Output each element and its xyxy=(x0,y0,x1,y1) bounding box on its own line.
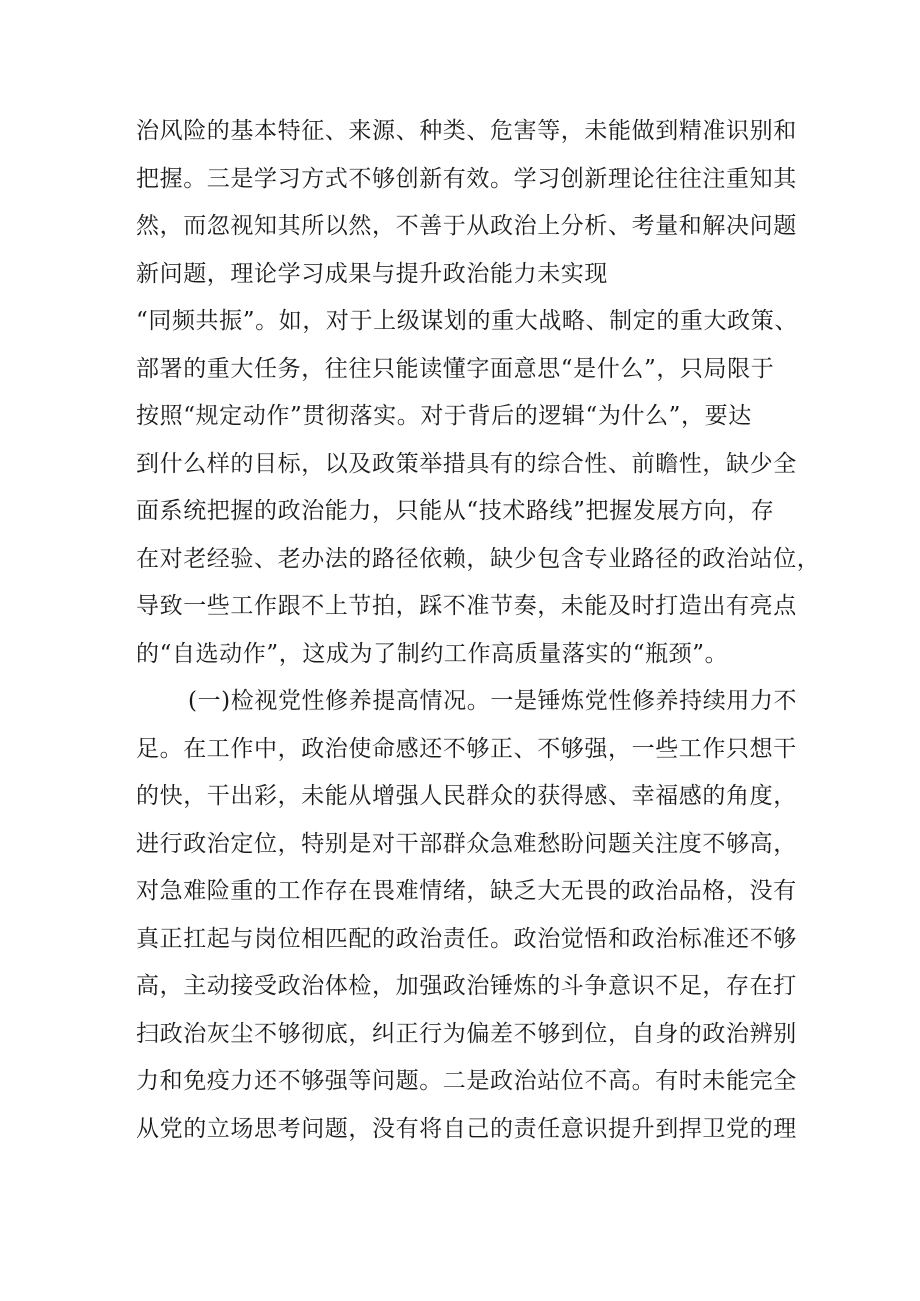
body-text xyxy=(136,108,821,1153)
text-line: 真正扛起与岗位相匹配的政治责任。政治觉悟和政治标准还不够 xyxy=(136,925,797,952)
text-line: 治风险的基本特征、来源、种类、危害等，未能做到精准识别和 xyxy=(136,118,797,144)
text-line: 面系统把握的政治能力，只能从“技术路线”把握发展方向，存 xyxy=(136,498,775,524)
text-line: 从党的立场思考问题，没有将自己的责任意识提升到捍卫党的理 xyxy=(136,1115,797,1142)
text-line: 高，主动接受政治体检，加强政治锤炼的斗争意识不足，存在打 xyxy=(136,973,797,999)
text-line: 按照“规定动作”贯彻落实。对于背后的逻辑“为什么”，要达 xyxy=(136,403,752,429)
text-line: 对急难险重的工作存在畏难情绪，缺乏大无畏的政治品格，没有 xyxy=(136,878,797,904)
text-line: 导致一些工作跟不上节拍，踩不准节奏，未能及时打造出有亮点 xyxy=(136,593,797,619)
text-line: 扫政治灰尘不够彻底，纠正行为偏差不够到位，自身的政治辨别 xyxy=(136,1020,797,1047)
text-line: 力和免疫力还不够强等问题。二是政治站位不高。有时未能完全 xyxy=(136,1068,797,1094)
text-line: 的快，干出彩，未能从增强人民群众的获得感、幸福感的角度， xyxy=(136,783,797,809)
section-heading-line: (一)检视党性修养提高情况。一是锤炼党性修养持续用力不 xyxy=(188,688,798,714)
text-line: 在对老经验、老办法的路径依赖，缺少包含专业路径的政治站位， xyxy=(136,545,821,572)
text-line: 新问题，理论学习成果与提升政治能力未实现 xyxy=(136,260,608,287)
text-line: “同频共振”。如，对于上级谋划的重大战略、制定的重大政策、 xyxy=(136,308,798,334)
text-line: 把握。三是学习方式不够创新有效。学习创新理论往往注重知其 xyxy=(136,165,797,192)
text-line: 到什么样的目标，以及政策举措具有的综合性、前瞻性，缺少全 xyxy=(136,450,797,477)
text-line: 部署的重大任务，往往只能读懂字面意思“是什么”，只局限于 xyxy=(136,355,775,382)
text-line: 进行政治定位，特别是对干部群众急难愁盼问题关注度不够高， xyxy=(136,830,797,857)
text-line: 然，而忽视知其所以然，不善于从政治上分析、考量和解决问题 xyxy=(136,213,797,239)
text-line: 的“自选动作”，这成为了制约工作高质量落实的“瓶颈”。 xyxy=(136,640,729,667)
text-line: 足。在工作中，政治使命感还不够正、不够强，一些工作只想干 xyxy=(136,735,797,762)
